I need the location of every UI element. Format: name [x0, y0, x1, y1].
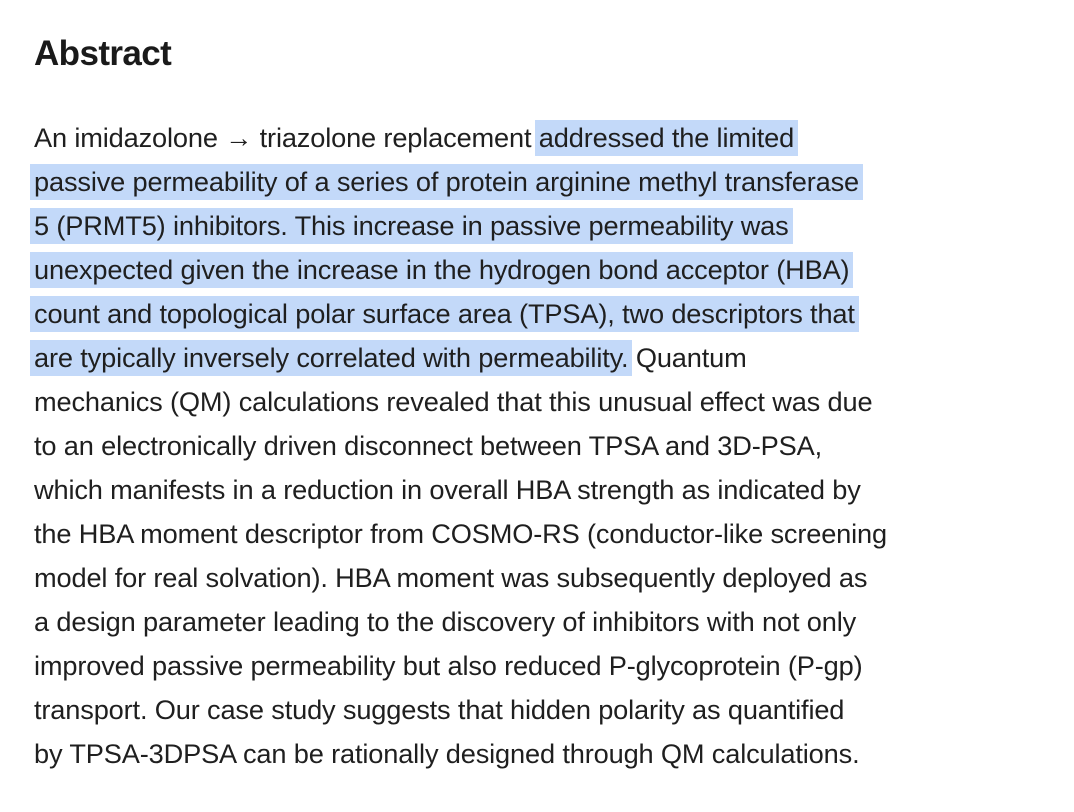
abstract-line[interactable]	[34, 116, 1054, 160]
abstract-line[interactable]: by TPSA-3DPSA can be rationally designed through QM calculations.	[34, 738, 860, 769]
abstract-line[interactable]	[34, 336, 1054, 380]
text-run[interactable]: An imidazolone → triazolone replacement	[34, 122, 532, 153]
abstract-line[interactable]	[34, 248, 1054, 292]
text-run[interactable]: Quantum	[635, 342, 747, 373]
selected-text[interactable]: passive permeability of a series of protein arginine methyl transferase	[30, 164, 863, 200]
abstract-line[interactable]: improved passive permeability but also reduced P-glycoprotein (P-gp)	[34, 650, 863, 681]
abstract-line[interactable]: a design parameter leading to the discovery of inhibitors with not only	[34, 606, 857, 637]
abstract-line[interactable]	[34, 292, 1054, 336]
abstract-line[interactable]: to an electronically driven disconnect between TPSA and 3D-PSA,	[34, 430, 823, 461]
abstract-line[interactable]: transport. Our case study suggests that hidden polarity as quantified	[34, 694, 845, 725]
selected-text[interactable]: count and topological polar surface area (TPSA), two descriptors that	[30, 296, 859, 332]
selected-text[interactable]: 5 (PRMT5) inhibitors. This increase in passive permeability was	[30, 208, 793, 244]
selected-text[interactable]: are typically inversely correlated with permeability.	[30, 340, 632, 376]
abstract-line[interactable]: the HBA moment descriptor from COSMO-RS (conductor-like screening	[34, 518, 887, 549]
abstract-line[interactable]: model for real solvation). HBA moment was subsequently deployed as	[34, 562, 868, 593]
abstract-line[interactable]: which manifests in a reduction in overall HBA strength as indicated by	[34, 474, 861, 505]
abstract-line[interactable]	[34, 204, 1054, 248]
abstract-line[interactable]	[34, 160, 1054, 204]
selected-text[interactable]: unexpected given the increase in the hydrogen bond acceptor (HBA)	[30, 252, 853, 288]
abstract-body[interactable]	[34, 116, 1054, 776]
abstract-heading: Abstract	[34, 34, 172, 73]
abstract-section	[34, 28, 1054, 776]
abstract-line[interactable]: mechanics (QM) calculations revealed that this unusual effect was due	[34, 386, 873, 417]
selected-text[interactable]: addressed the limited	[535, 120, 798, 156]
